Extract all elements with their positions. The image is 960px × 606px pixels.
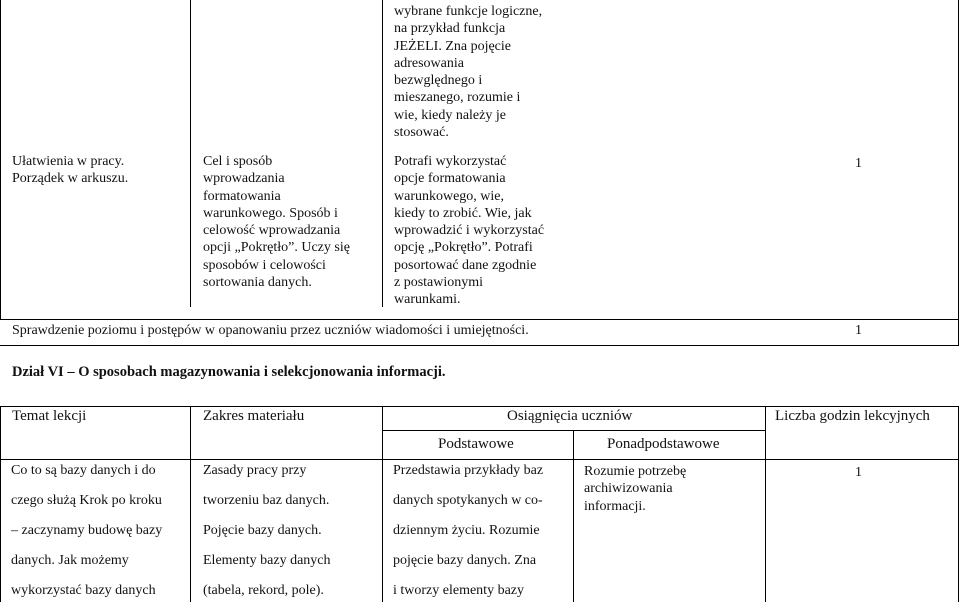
lower-table-border-right	[958, 406, 959, 602]
header-lesson-topic: Temat lekcji	[12, 408, 87, 424]
upper-table-row-divider	[0, 319, 959, 320]
upper-table-border-right	[958, 0, 959, 345]
lower-table-border-left	[0, 406, 1, 602]
lower-table-divider-3	[573, 430, 574, 602]
lower-material-scope-cell: Zasady pracy przy tworzeniu baz danych. Pojęcie bazy danych. Elementy bazy danych (tabela, rekord, pole).	[203, 463, 331, 598]
lower-table-divider-1	[190, 406, 191, 602]
assessment-row-text: Sprawdzenie poziomu i postępów w opanowaniu przez uczniów wiadomości i umiejętności.	[12, 323, 529, 338]
header-material-scope: Zakres materiału	[203, 408, 305, 424]
section-title: Dział VI – O sposobach magazynowania i selekcjonowania informacji.	[12, 364, 446, 380]
upper-table-border-left	[0, 0, 1, 319]
lower-table-divider-2	[382, 406, 383, 602]
lower-table-subheader-line	[382, 430, 765, 431]
header-basic: Podstawowe	[438, 436, 514, 452]
lower-hours-cell: 1	[855, 465, 862, 480]
achievements-cell: Potrafi wykorzystać opcje formatowania warunkowego, wie, kiedy to zrobić. Wie, jak wprowadzić i wykorzystać opcję „Pokrętło”. Potrafi posortować dane zgodnie z postawionymi warunkami.	[394, 154, 545, 308]
assessment-hours-cell: 1	[855, 323, 862, 338]
header-hours: Liczba godzin lekcyjnych	[775, 408, 930, 424]
header-achievements: Osiągnięcia uczniów	[507, 408, 633, 424]
header-extended: Ponadpodstawowe	[607, 436, 720, 452]
lower-extended-achievements-cell: Rozumie potrzebę archiwizowania informacji.	[584, 464, 687, 514]
upper-table-bottom-border	[0, 345, 959, 346]
hours-cell: 1	[855, 156, 862, 171]
lower-basic-achievements-cell: Przedstawia przykłady baz danych spotykanych w co- dziennym życiu. Rozumie pojęcie bazy danych. Zna i tworzy elementy bazy	[393, 463, 544, 598]
upper-table-divider-2	[382, 0, 383, 307]
upper-table-divider-1	[190, 0, 191, 307]
material-scope-cell: Cel i sposób wprowadzania formatowania warunkowego. Sposób i celowość wprowadzania opcji „Pokrętło”. Uczy się sposobów i celowości sortowania danych.	[203, 154, 350, 291]
lesson-topic-cell: Ułatwienia w pracy. Porządek w arkuszu.	[12, 154, 129, 187]
continued-achievements-text: wybrane funkcje logiczne, na przykład funkcja JEŻELI. Zna pojęcie adresowania bezwględnego i mieszanego, rozumie i wie, kiedy należy je stosować.	[394, 4, 543, 141]
lower-lesson-topic-cell: Co to są bazy danych i do czego służą Krok po kroku – zaczynamy budowę bazy danych. Jak możemy wykorzystać bazy danych	[11, 463, 163, 598]
lower-table-divider-4	[765, 406, 766, 602]
